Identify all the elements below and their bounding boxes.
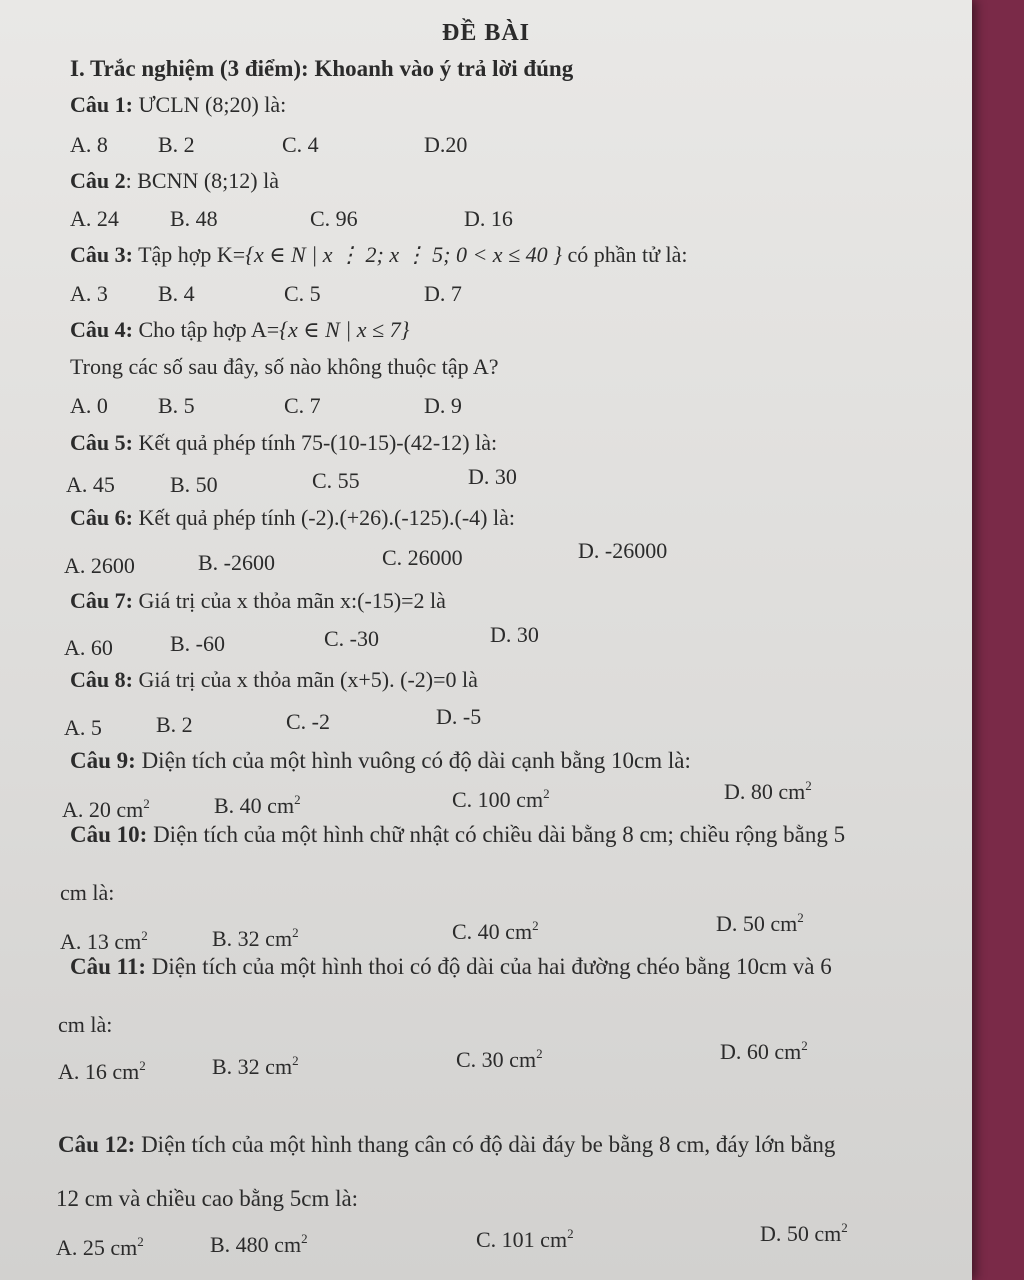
question-label: Câu 11: [70,954,147,979]
exponent: 2 [137,1234,144,1249]
q3-option-b[interactable]: B. 4 [158,281,195,306]
q7-option-c[interactable]: C. -30 [324,626,379,651]
exponent: 2 [567,1226,574,1241]
q10-option-b[interactable] [212,925,299,952]
q5-option-b[interactable]: B. 50 [170,472,218,497]
q9-option-d[interactable] [724,778,812,805]
q1-option-b[interactable]: B. 2 [158,132,195,157]
q5-option-d[interactable]: D. 30 [468,464,517,489]
q3-option-c[interactable]: C. 5 [284,281,321,306]
question-label: Câu 3: [70,242,133,267]
question-text: Giá trị của x thỏa mãn (x+5). (-2)=0 là [138,667,478,692]
question-9 [70,748,691,774]
exponent: 2 [532,918,539,933]
q9-option-b[interactable] [214,792,301,819]
question-8 [70,667,478,693]
q8-option-a[interactable]: A. 5 [64,715,102,740]
question-12 [58,1132,835,1158]
option-text: C. 40 cm [452,919,533,944]
q8-option-c[interactable]: C. -2 [286,709,330,734]
option-text: A. 20 cm [62,797,144,822]
exponent: 2 [141,928,148,943]
question-text: Diện tích của một hình chữ nhật có chiều dài bằng 8 cm; chiều rộng bằng 5 [153,822,846,847]
option-text: A. 13 cm [60,929,142,954]
option-text: D. 60 cm [720,1039,802,1064]
question-label: Câu 6: [70,505,133,530]
question-text: Kết quả phép tính (-2).(+26).(-125).(-4) là: [138,505,515,530]
option-text: D. 50 cm [716,911,798,936]
question-text: Diện tích của một hình thang cân có độ dài đáy be bằng 8 cm, đáy lớn bằng [141,1132,836,1157]
question-11 [70,954,832,980]
q11-option-c[interactable] [456,1046,543,1073]
q3-option-a[interactable]: A. 3 [70,281,108,306]
question-text: Cho tập hợp A= [138,317,280,342]
option-text: A. 16 cm [58,1059,140,1084]
option-text: D. 80 cm [724,779,806,804]
q10-option-c[interactable] [452,918,539,945]
option-text: B. 32 cm [212,926,293,951]
question-10 [70,822,845,848]
q9-option-c[interactable] [452,786,550,813]
exponent: 2 [139,1058,146,1073]
q12-option-d[interactable] [760,1220,848,1247]
question-text: Kết quả phép tính 75-(10-15)-(42-12) là: [138,430,498,455]
question-label: Câu 5: [70,430,133,455]
q6-option-a[interactable]: A. 2600 [64,553,135,578]
question-text: Giá trị của x thỏa mãn x:(-15)=2 là [138,588,446,613]
exponent: 2 [294,792,301,807]
q12-option-a[interactable] [56,1234,144,1261]
question-3 [70,242,688,268]
question-1 [70,92,286,118]
q4-option-a[interactable]: A. 0 [70,393,108,418]
q6-option-b[interactable]: B. -2600 [198,550,275,575]
exponent: 2 [543,786,550,801]
q3-option-d[interactable]: D. 7 [424,281,462,306]
q1-option-a[interactable]: A. 8 [70,132,108,157]
exponent: 2 [841,1220,848,1235]
q2-option-c[interactable]: C. 96 [310,206,358,231]
q12-option-c[interactable] [476,1226,574,1253]
exponent: 2 [301,1231,308,1246]
q11-option-b[interactable] [212,1053,299,1080]
q4-option-d[interactable]: D. 9 [424,393,462,418]
question-4 [70,317,409,343]
q10-option-a[interactable] [60,928,148,955]
q9-option-a[interactable] [62,796,150,823]
q7-option-b[interactable]: B. -60 [170,631,225,656]
option-text: C. 100 cm [452,787,544,812]
q5-option-c[interactable]: C. 55 [312,468,360,493]
q11-option-d[interactable] [720,1038,808,1065]
set-notation: {x ∈ N | x ⋮ 2; x ⋮ 5; 0 < x ≤ 40 } [245,242,562,267]
exponent: 2 [801,1038,808,1053]
question-label: Câu 8: [70,667,133,692]
q10-option-d[interactable] [716,910,804,937]
q4-option-c[interactable]: C. 7 [284,393,321,418]
question-7 [70,588,446,614]
exponent: 2 [292,925,299,940]
option-text: C. 30 cm [456,1047,537,1072]
q6-option-d[interactable]: D. -26000 [578,538,668,563]
option-text: B. 40 cm [214,793,295,818]
q1-option-c[interactable]: C. 4 [282,132,319,157]
q2-option-d[interactable]: D. 16 [464,206,513,231]
q11-option-a[interactable] [58,1058,146,1085]
question-6 [70,505,515,531]
option-text: C. 101 cm [476,1227,568,1252]
question-label: Câu 12: [58,1132,136,1157]
question-text: ƯCLN (8;20) là: [138,92,287,117]
exponent: 2 [143,796,150,811]
exponent: 2 [292,1053,299,1068]
q6-option-c[interactable]: C. 26000 [382,545,463,570]
exponent: 2 [536,1046,543,1061]
exponent: 2 [797,910,804,925]
q12-option-b[interactable] [210,1231,308,1258]
q8-option-b[interactable]: B. 2 [156,712,193,737]
q2-option-b[interactable]: B. 48 [170,206,218,231]
q2-option-a[interactable]: A. 24 [70,206,119,231]
section-heading: I. Trắc nghiệm (3 điểm): Khoanh vào ý trả lời đúng [70,56,574,81]
q7-option-a[interactable]: A. 60 [64,635,113,660]
question-label: Câu 1: [70,92,133,117]
question-label: Câu 4: [70,317,133,342]
question-11-cont: cm là: [58,1012,113,1037]
option-text: D. 50 cm [760,1221,842,1246]
question-2 [70,168,279,194]
option-text: A. 25 cm [56,1235,138,1260]
q7-option-d[interactable]: D. 30 [490,622,539,647]
question-label: Câu 9: [70,748,136,773]
question-5 [70,430,497,456]
exponent: 2 [805,778,812,793]
question-10-cont: cm là: [60,880,115,905]
question-4-extra: Trong các số sau đây, số nào không thuộc tập A? [70,354,499,379]
q8-option-d[interactable]: D. -5 [436,704,482,729]
question-label: Câu 2 [70,168,126,193]
question-label: Câu 10: [70,822,148,847]
question-text: : BCNN (8;12) là [125,168,280,193]
q5-option-a[interactable]: A. 45 [66,472,115,497]
option-text: B. 480 cm [210,1232,302,1257]
set-notation: {x ∈ N | x ≤ 7} [279,317,410,342]
question-text: Diện tích của một hình thoi có độ dài của hai đường chéo bằng 10cm và 6 [151,954,832,979]
question-text: Tập hợp K= [138,242,246,267]
option-text: B. 32 cm [212,1054,293,1079]
q1-option-d[interactable]: D.20 [424,132,468,157]
question-text: Diện tích của một hình vuông có độ dài cạnh bằng 10cm là: [141,748,691,773]
question-label: Câu 7: [70,588,133,613]
question-text-after: có phần tử là: [567,242,688,267]
q4-option-b[interactable]: B. 5 [158,393,195,418]
question-12-cont: 12 cm và chiều cao bằng 5cm là: [56,1186,359,1211]
page-title: ĐỀ BÀI [441,20,531,46]
